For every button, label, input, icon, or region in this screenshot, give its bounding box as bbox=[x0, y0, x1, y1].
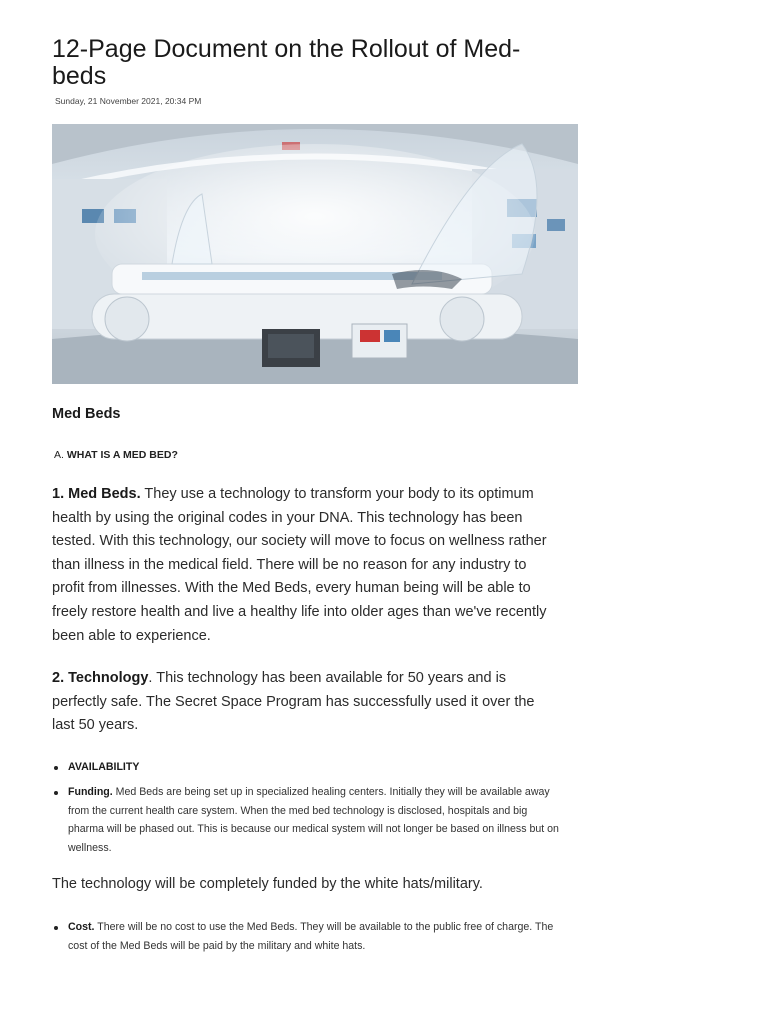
sub-heading-prefix: A. bbox=[54, 449, 64, 461]
section-heading: Med Beds bbox=[52, 406, 121, 422]
paragraph-technology-text: . This technology has been available for 50 years and is perfectly safe. The Secret Space Program has successfully used it over the last 50 years. bbox=[52, 670, 535, 734]
bullet-list bbox=[52, 758, 562, 777]
sub-heading-text: WHAT IS A MED BED? bbox=[66, 449, 178, 461]
bullet-availability: AVAILABILITY bbox=[68, 761, 140, 773]
paragraph-med-beds-lead: 1. Med Beds. bbox=[52, 486, 141, 502]
sub-heading bbox=[54, 449, 178, 461]
bullet-cost-text: There will be no cost to use the Med Beds. They will be available to the public free of charge. The cost of the Med Beds will be paid by the military and white hats. bbox=[68, 921, 554, 952]
paragraph-technology-lead: 2. Technology bbox=[52, 670, 149, 686]
paragraph-med-beds bbox=[52, 483, 552, 648]
hero-image bbox=[52, 124, 578, 384]
post-date: Sunday, 21 November 2021, 20:34 PM bbox=[55, 96, 202, 106]
bullet-funding-lead: Funding. bbox=[68, 786, 113, 798]
paragraph-med-beds-text: They use a technology to transform your body to its optimum health by using the original codes in your DNA. This technology has been tested. With this technology, our society will move to focus on wellness rather than illness in the medical field. There will be no reason for any industry to profit from illnesses. With the Med Beds, every human being will be able to freely restore health and live a healthy life into older ages than we've recently been able to experience. bbox=[52, 486, 547, 644]
list-item bbox=[52, 758, 562, 777]
bullet-list bbox=[52, 783, 562, 857]
bullet-funding-text: Med Beds are being set up in specialized healing centers. Initially they will be available away from the current health care system. When the med bed technology is disclosed, hospitals and big pharma will be phased out. This is because our medical system will not longer be based on illness but on wellness. bbox=[68, 786, 559, 854]
paragraph-technology bbox=[52, 667, 552, 738]
bullet-list bbox=[52, 918, 562, 955]
bullet-cost-lead: Cost. bbox=[68, 921, 95, 933]
paragraph-funded: The technology will be completely funded by the white hats/military. bbox=[52, 876, 483, 892]
list-item bbox=[52, 783, 562, 857]
list-item bbox=[52, 918, 562, 955]
page-title: 12-Page Document on the Rollout of Med-beds bbox=[52, 35, 521, 90]
